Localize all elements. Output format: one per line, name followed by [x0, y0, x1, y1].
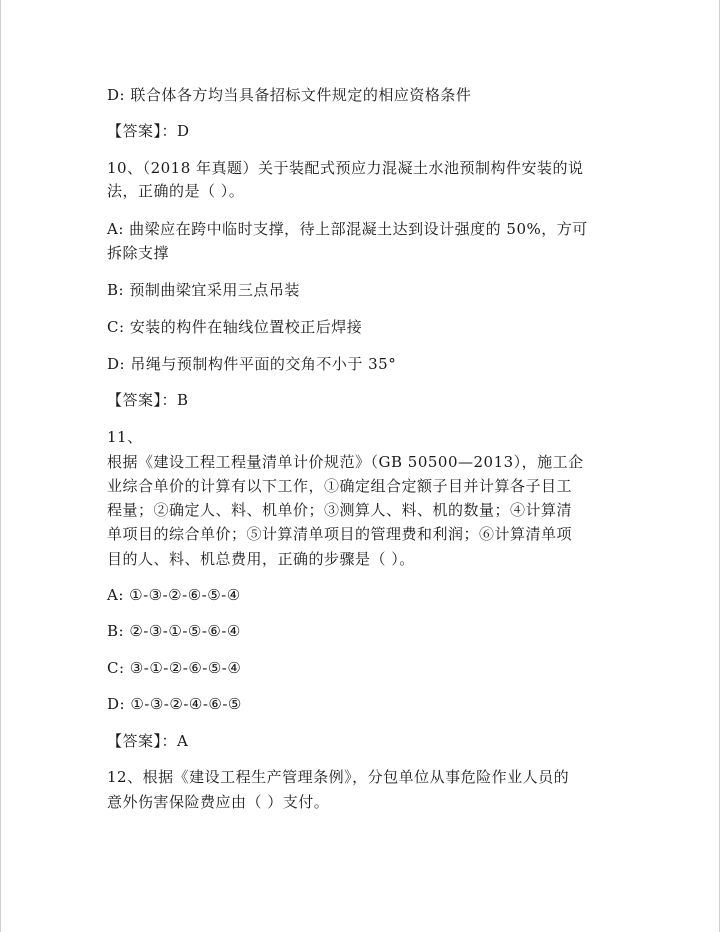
question-11-line-1: 根据《建设工程工程量清单计价规范》（GB 50500—2013），施工企 — [107, 453, 584, 471]
option-a-q10-line-1: A: 曲梁应在跨中临时支撑，待上部混凝土达到设计强度的 50%，方可 — [107, 220, 588, 238]
question-10-line-2: 法，正确的是（ ）。 — [107, 182, 245, 200]
question-11-line-3: 程量；②确定人、料、机单价；③测算人、料、机的数量；④计算清 — [107, 501, 573, 519]
answer-q9: 【答案】：D — [107, 122, 190, 140]
option-a-q10-line-2: 拆除支撑 — [107, 244, 170, 262]
question-11-line-4: 单项目的综合单价；⑤计算清单项目的管理费和利润；⑥计算清单项 — [107, 525, 573, 543]
question-12-line-1: 12、根据《建设工程生产管理条例》，分包单位从事危险作业人员的 — [107, 768, 570, 786]
question-12-line-2: 意外伤害保险费应由（ ）支付。 — [107, 793, 330, 811]
answer-q10: 【答案】：B — [107, 391, 189, 409]
option-a-q11: A: ①-③-②-⑥-⑤-④ — [107, 586, 241, 604]
option-b-q11: B: ②-③-①-⑤-⑥-④ — [107, 622, 241, 640]
question-11-line-5: 目的人、料、机总费用，正确的步骤是（ ）。 — [107, 550, 415, 568]
option-d-q9: D: 联合体各方均当具备招标文件规定的相应资格条件 — [107, 86, 472, 104]
option-b-q10: B: 预制曲梁宜采用三点吊装 — [107, 281, 300, 299]
option-c-q11: C: ③-①-②-⑥-⑤-④ — [107, 659, 242, 677]
question-11-line-2: 业综合单价的计算有以下工作，①确定组合定额子目并计算各子目工 — [107, 477, 573, 495]
answer-q11: 【答案】：A — [107, 732, 189, 750]
option-c-q10: C: 安装的构件在轴线位置校正后焊接 — [107, 318, 363, 336]
question-11-number: 11、 — [107, 428, 143, 446]
question-10-line-1: 10、（2018 年真题）关于装配式预应力混凝土水池预制构件安装的说 — [107, 159, 584, 177]
option-d-q11: D: ①-③-②-④-⑥-⑤ — [107, 695, 242, 713]
option-d-q10: D: 吊绳与预制构件平面的交角不小于 35° — [107, 355, 397, 373]
